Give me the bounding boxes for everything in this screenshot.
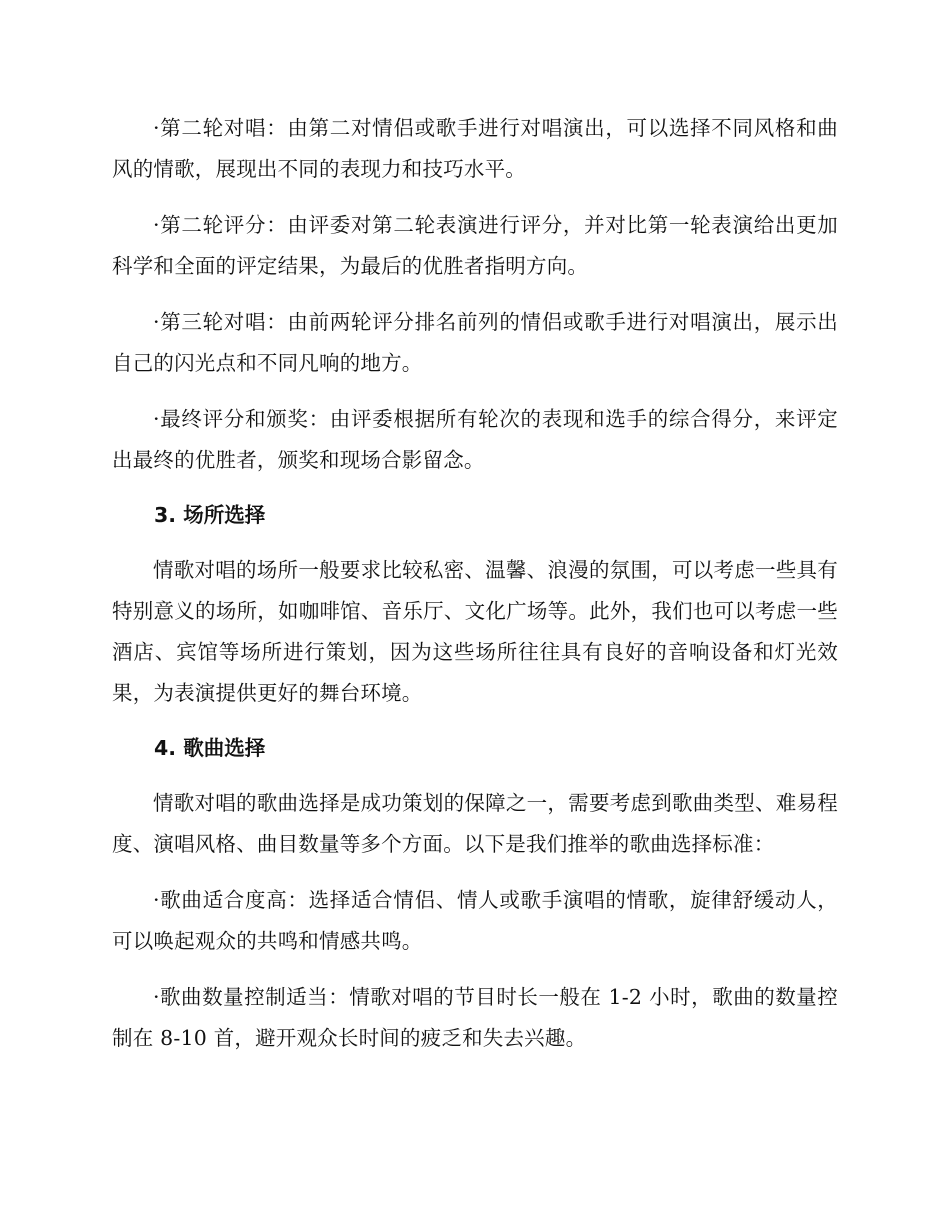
heading-venue-selection: 3. 场所选择 (154, 503, 266, 527)
paragraph-venue: 情歌对唱的场所一般要求比较私密、温馨、浪漫的氛围，可以考虑一些具有特别意义的场所，如咖啡馆、音乐厅、文化广场等。此外，我们也可以考虑一些酒店、宾馆等场所进行策划，因为这些场所往往具有良好的音响设备和灯光效果，为表演提供更好的舞台环境。 (112, 558, 838, 705)
heading-song-selection: 4. 歌曲选择 (154, 736, 266, 760)
paragraph-song-criteria: 情歌对唱的歌曲选择是成功策划的保障之一，需要考虑到歌曲类型、难易程度、演唱风格、曲目数量等多个方面。以下是我们推举的歌曲选择标准： (112, 791, 838, 856)
paragraph-round3-duet: ·第三轮对唱：由前两轮评分排名前列的情侣或歌手进行对唱演出，展示出自己的闪光点和不同凡响的地方。 (112, 310, 838, 375)
paragraph-final-scoring: ·最终评分和颁奖：由评委根据所有轮次的表现和选手的综合得分，来评定出最终的优胜者，颁奖和现场合影留念。 (112, 407, 838, 472)
paragraph-round2-scoring: ·第二轮评分：由评委对第二轮表演进行评分，并对比第一轮表演给出更加科学和全面的评定结果，为最后的优胜者指明方向。 (112, 213, 838, 278)
paragraph-song-quantity: ·歌曲数量控制适当：情歌对唱的节目时长一般在 1-2 小时，歌曲的数量控制在 8-10 首，避开观众长时间的疲乏和失去兴趣。 (112, 985, 838, 1050)
paragraph-song-suitability: ·歌曲适合度高：选择适合情侣、情人或歌手演唱的情歌，旋律舒缓动人，可以唤起观众的共鸣和情感共鸣。 (112, 888, 838, 953)
document-page (112, 108, 838, 1059)
paragraph-round2-duet: ·第二轮对唱：由第二对情侣或歌手进行对唱演出，可以选择不同风格和曲风的情歌，展现出不同的表现力和技巧水平。 (112, 116, 838, 181)
